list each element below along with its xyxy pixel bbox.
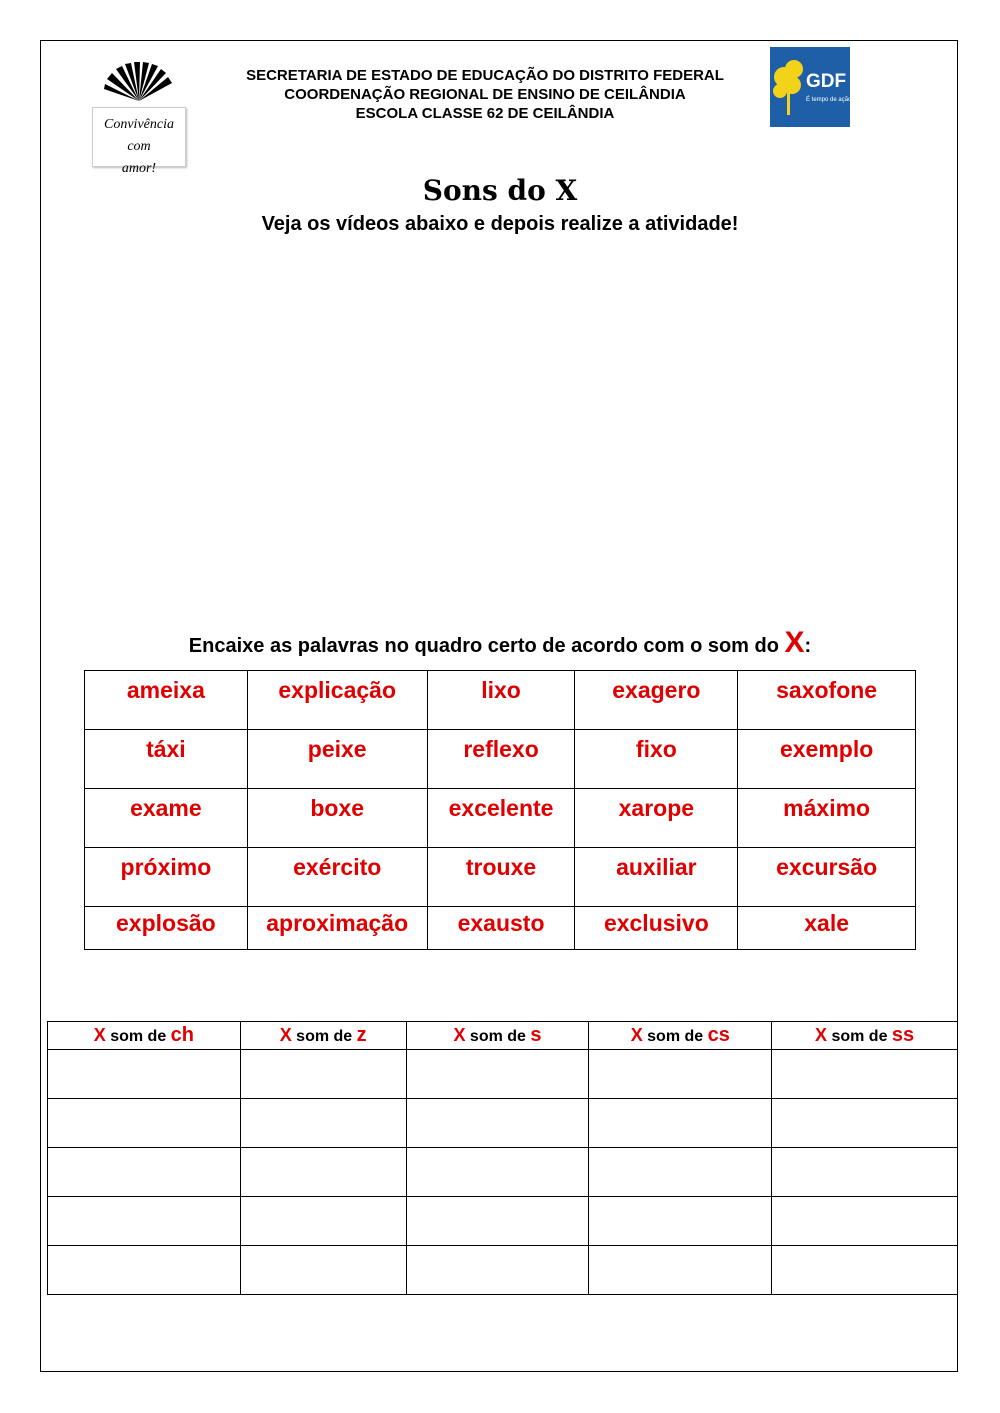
answer-cell[interactable] [589, 1148, 772, 1197]
header-institution [190, 66, 780, 123]
word-cell: trouxe [427, 848, 575, 907]
table-row [85, 848, 916, 907]
word-cell: peixe [247, 730, 427, 789]
word-cell: máximo [738, 789, 916, 848]
answer-cell[interactable] [240, 1197, 406, 1246]
answer-cell[interactable] [48, 1050, 241, 1099]
answer-cell[interactable] [48, 1197, 241, 1246]
answer-cell[interactable] [240, 1099, 406, 1148]
x-letter: X [815, 1025, 828, 1045]
sound-label: ch [170, 1024, 195, 1046]
header-line: COORDENAÇÃO REGIONAL DE ENSINO DE CEILÂNDIA [284, 86, 686, 103]
column-header-ch [48, 1022, 241, 1050]
word-cell: saxofone [738, 671, 916, 730]
word-cell: reflexo [427, 730, 575, 789]
instruction-text: Encaixe as palavras no quadro certo de acordo com o som do [188, 635, 785, 657]
word-cell: ameixa [85, 671, 248, 730]
sound-label: ss [891, 1024, 915, 1046]
column-label: som de [642, 1028, 708, 1045]
tree-icon [770, 47, 810, 127]
answer-cell[interactable] [772, 1246, 958, 1295]
word-cell: exame [85, 789, 248, 848]
gdf-logo-text: GDF [806, 71, 847, 92]
word-cell: xarope [575, 789, 738, 848]
answer-cell[interactable] [406, 1148, 589, 1197]
x-letter: X [279, 1025, 292, 1045]
word-cell: boxe [247, 789, 427, 848]
word-cell: fixo [575, 730, 738, 789]
table-row [48, 1099, 958, 1148]
word-cell: xale [738, 907, 916, 950]
x-letter: X [453, 1025, 466, 1045]
word-cell: exército [247, 848, 427, 907]
word-cell: explosão [85, 907, 248, 950]
x-letter: X [93, 1025, 106, 1045]
word-cell: próximo [85, 848, 248, 907]
instruction [0, 626, 1000, 660]
sound-label: z [356, 1024, 367, 1046]
answer-cell[interactable] [772, 1148, 958, 1197]
logo-motto-line: Convivência com [104, 117, 174, 154]
word-cell: exemplo [738, 730, 916, 789]
word-cell: aproximação [247, 907, 427, 950]
gdf-logo [770, 47, 854, 127]
answer-cell[interactable] [48, 1148, 241, 1197]
page-title: Sons do X [422, 174, 578, 207]
column-header-cs [589, 1022, 772, 1050]
table-row [85, 789, 916, 848]
table-row [48, 1148, 958, 1197]
word-cell: explicação [247, 671, 427, 730]
word-cell: exausto [427, 907, 575, 950]
column-header-z [240, 1022, 406, 1050]
word-cell: lixo [427, 671, 575, 730]
column-label: som de [291, 1028, 357, 1045]
sorting-header-row [48, 1022, 958, 1050]
word-cell: exagero [575, 671, 738, 730]
words-table [84, 670, 916, 950]
column-header-s [406, 1022, 589, 1050]
column-label: som de [105, 1028, 171, 1045]
gdf-slogan: É tempo de ação. [806, 97, 854, 103]
column-label: som de [827, 1028, 892, 1045]
word-cell: táxi [85, 730, 248, 789]
word-cell: auxiliar [575, 848, 738, 907]
answer-cell[interactable] [406, 1050, 589, 1099]
column-header-ss [772, 1022, 958, 1050]
header-line: SECRETARIA DE ESTADO DE EDUCAÇÃO DO DISTRITO FEDERAL [246, 67, 724, 84]
x-letter: X [630, 1025, 643, 1045]
logo-motto [92, 107, 186, 176]
sound-label: cs [707, 1024, 730, 1046]
table-row [85, 907, 916, 950]
answer-cell[interactable] [48, 1246, 241, 1295]
table-row [48, 1197, 958, 1246]
table-row [48, 1050, 958, 1099]
answer-cell[interactable] [589, 1099, 772, 1148]
answer-cell[interactable] [589, 1050, 772, 1099]
page-subtitle: Veja os vídeos abaixo e depois realize a atividade! [261, 213, 739, 235]
answer-cell[interactable] [240, 1246, 406, 1295]
answer-cell[interactable] [240, 1050, 406, 1099]
instruction-suffix: : [804, 635, 812, 657]
answer-cell[interactable] [48, 1099, 241, 1148]
header-line: ESCOLA CLASSE 62 DE CEILÂNDIA [355, 105, 615, 122]
table-row [85, 730, 916, 789]
word-cell: excelente [427, 789, 575, 848]
answer-cell[interactable] [589, 1197, 772, 1246]
column-label: som de [465, 1028, 531, 1045]
word-cell: excursão [738, 848, 916, 907]
answer-cell[interactable] [406, 1099, 589, 1148]
logo-motto-line: amor! [121, 161, 157, 176]
answer-cell[interactable] [406, 1246, 589, 1295]
sound-label: s [530, 1024, 542, 1046]
answer-cell[interactable] [772, 1099, 958, 1148]
answer-cell[interactable] [589, 1246, 772, 1295]
answer-cell[interactable] [240, 1148, 406, 1197]
table-row [85, 671, 916, 730]
answer-cell[interactable] [406, 1197, 589, 1246]
table-row [48, 1246, 958, 1295]
sorting-table [47, 1021, 958, 1295]
word-cell: exclusivo [575, 907, 738, 950]
answer-cell[interactable] [772, 1050, 958, 1099]
instruction-letter: X [784, 626, 805, 659]
answer-cell[interactable] [772, 1197, 958, 1246]
